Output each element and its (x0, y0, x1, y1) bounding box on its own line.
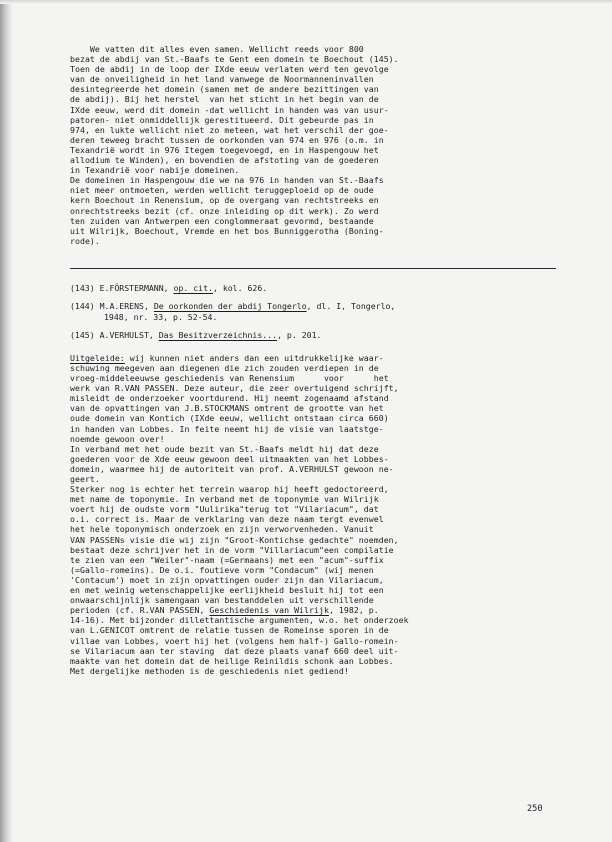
text-line: allodium te Winden), en bovendien de afstoting van de goederen (70, 155, 379, 166)
text-line: ten zuiden van Antwerpen een conglommeraat gevormd, bestaande (70, 215, 374, 226)
text-line: voert hij de oudste vorm "Uulirika"terug tot "Vilariacum", dat (70, 504, 379, 515)
text-line: 14-16). Met bijzonder dillettantische argumenten, w.o. het onderzoek (70, 615, 409, 626)
text-line: patoren- niet onmiddellijk gerestitueerd. Dit gebeurde pas in (70, 114, 374, 125)
text-line: se Vilariacum aan ter staving dat deze plaats vanaf 660 deel uit- (70, 645, 399, 656)
footnote-144: (144) M.A.ERENS, De oorkonden der abdij Tongerlo, dl. I, Tongerlo, 1948, nr. 33, p. 52-54. (70, 300, 396, 322)
text-line: Met dergelijke methoden is de geschiedenis niet gediend! (70, 665, 349, 676)
text-line: rode). (70, 235, 100, 246)
text-line: IXde eeuw, werd dit domein -dat wellicht in handen was van usur- (70, 104, 389, 115)
footnote-separator (70, 268, 556, 269)
text-line: maakte van het domein dat de heilige Reinildis schonk aan Lobbes. (70, 655, 394, 666)
footnotes (70, 283, 570, 341)
text-line: van de opvattingen van J.B.STOCKMANS omtrent de grootte van het (70, 403, 384, 414)
text-line: 'Contacum') moet in zijn opvattingen ouder zijn dan Vilariacum, (70, 574, 384, 585)
text-line: 974, en lukte wellicht niet zo meteen, wat het verschil der goe- (70, 124, 389, 135)
text-line: We vatten dit alles even samen. Wellicht reeds voor 800 (70, 44, 364, 54)
text-line: goederen voor de Xde eeuw gewoon deel uitmaakten van het Lobbes- (70, 453, 389, 464)
uitgeleide-heading: Uitgeleide: (70, 352, 125, 363)
footnote-title: De oorkonden der abdij Tongerlo (153, 300, 307, 311)
text-line: van de onveiligheid in het land vanwege de Noormanneninvallen (70, 74, 374, 85)
page-number: 250 (527, 804, 543, 814)
footnote-title: Das Besitzverzeichnis... (158, 329, 278, 340)
text-line: bestaat deze schrijver het in de vorm "Villariacum"een compilatie (70, 544, 394, 555)
text-line: onwaarschijnlijk samengaan van bestanddelen uit verschillende (70, 595, 374, 606)
text-line: uit Wilrijk, Boechout, Vremde en het bos Bunniggerotha (Boning- (70, 225, 384, 236)
footnote-title: op. cit. (173, 282, 213, 293)
text-line: VAN PASSENs visie die wij zijn "Groot-Kontichse gedachte" noemden, (70, 534, 399, 545)
main-paragraph (70, 44, 570, 246)
footnote-number: (143) (70, 282, 95, 293)
text-line: bezat de abdij van St.-Baafs te Gent een domein te Boechout (145). (70, 54, 399, 65)
text-line: in Texandrië voor nabije domeinen. (70, 165, 240, 176)
text-line: en met weinig wetenschappelijke eerlijkheid besluit hij tot een (70, 585, 384, 596)
text-line: o.i. correct is. Maar de verklaring van deze naam tergt evenwel (70, 514, 384, 525)
footnote-145: (145) A.VERHULST, Das Besitzverzeichnis..., p. 201. (70, 329, 322, 340)
uitgeleide-section (70, 353, 570, 676)
text-line: geert. (70, 474, 100, 484)
text-line: domein, waarmee hij de autoriteit van prof. A.VERHULST gewoon ne- (70, 463, 394, 474)
text-line: de abdij). Bij het herstel van het sticht in het begin van de (70, 94, 379, 105)
text-line: De domeinen in Haspengouw die we na 976 in handen van St.-Baafs (70, 175, 384, 186)
uitgeleide-first-line: Uitgeleide: wij kunnen niet anders dan een uitdrukkelijke waar- (70, 352, 384, 363)
uitgeleide-text-a (70, 363, 570, 605)
text-line: met name de toponymie. In verband met de toponymie van Wilrijk (70, 494, 379, 505)
text-line: niet meer ontmoeten, werden wellicht teruggeploeid op de oude (70, 185, 374, 196)
document-page (70, 44, 570, 676)
text-line: schuwing meegeven aan diegenen die zich zouden verdiepen in de (70, 362, 379, 373)
text-line: in handen van Lobbes. In feite neemt hij de visie van laatstge- (70, 423, 384, 434)
scan-top-edge (0, 0, 612, 4)
scan-left-edge (0, 0, 14, 842)
text-line: kern Boechout in Renensium, op de overgang van rechtstreeks en (70, 195, 379, 206)
text-line: werk van R.VAN PASSEN. Deze auteur, die zeer overtuigend schrijft, (70, 383, 399, 394)
text-line: oude domein van Kontich (IXde eeuw, wellicht ontstaan circa 660) (70, 413, 389, 424)
footnote-number: (145) (70, 329, 95, 340)
text-line: deren teweeg bracht tussen de oorkonden van 974 en 976 (o.m. in (70, 134, 384, 145)
text-line: Sterker nog is echter het terrein waarop hij heeft gedoctoreerd, (70, 484, 389, 495)
text-line: villae van Lobbes, voert hij het (volgens hem half-) Gallo-romein- (70, 635, 399, 646)
text-line: het hele toponymisch onderzoek en zijn verworvenheden. Vanuit (70, 524, 374, 535)
text-line: In verband met het oude bezit van St.-Baafs meldt hij dat deze (70, 443, 379, 454)
text-line: misleidt de onderzoeker voortdurend. Hij neemt zogenaamd afstand (70, 393, 389, 404)
footnote-number: (144) (70, 300, 95, 311)
text-line: vroeg-middeleeuwse geschiedenis van Renensium voor het (70, 373, 389, 384)
text-line: te zien van een "Weiler"-naam (=Germaans) met een "acum"-suffix (70, 554, 384, 565)
uitgeleide-text-b (70, 615, 570, 676)
text-line: Texandrië wordt in 976 Itegem toegevoegd, en in Haspengouw het (70, 144, 379, 155)
text-line: van L.GENICOT omtrent de relatie tussen de Romeinse sporen in de (70, 625, 389, 636)
footnote-143: (143) E.FÖRSTERMANN, op. cit., kol. 626. (70, 282, 268, 293)
text-line: desintegreerde het domein (samen met de andere bezittingen van (70, 84, 379, 95)
text-line: (=Gallo-romeins). De o.i. foutieve vorm "Condacum" (wij menen (70, 564, 374, 575)
citation-title: Geschiedenis van Wilrijk (209, 605, 329, 616)
text-line: Toen de abdij in de loop der IXde eeuw verlaten werd ten gevolge (70, 64, 389, 75)
text-line: onrechtstreeks bezit (cf. onze inleiding op dit werk). Zo werd (70, 205, 379, 216)
text-line: noemde gewoon over! (70, 433, 165, 444)
footnote-continuation: 1948, nr. 33, p. 52-54. (104, 311, 218, 322)
uitgeleide-citation-line: perioden (cf. R.VAN PASSEN, Geschiedenis van Wilrijk, 1982, p. (70, 605, 379, 616)
